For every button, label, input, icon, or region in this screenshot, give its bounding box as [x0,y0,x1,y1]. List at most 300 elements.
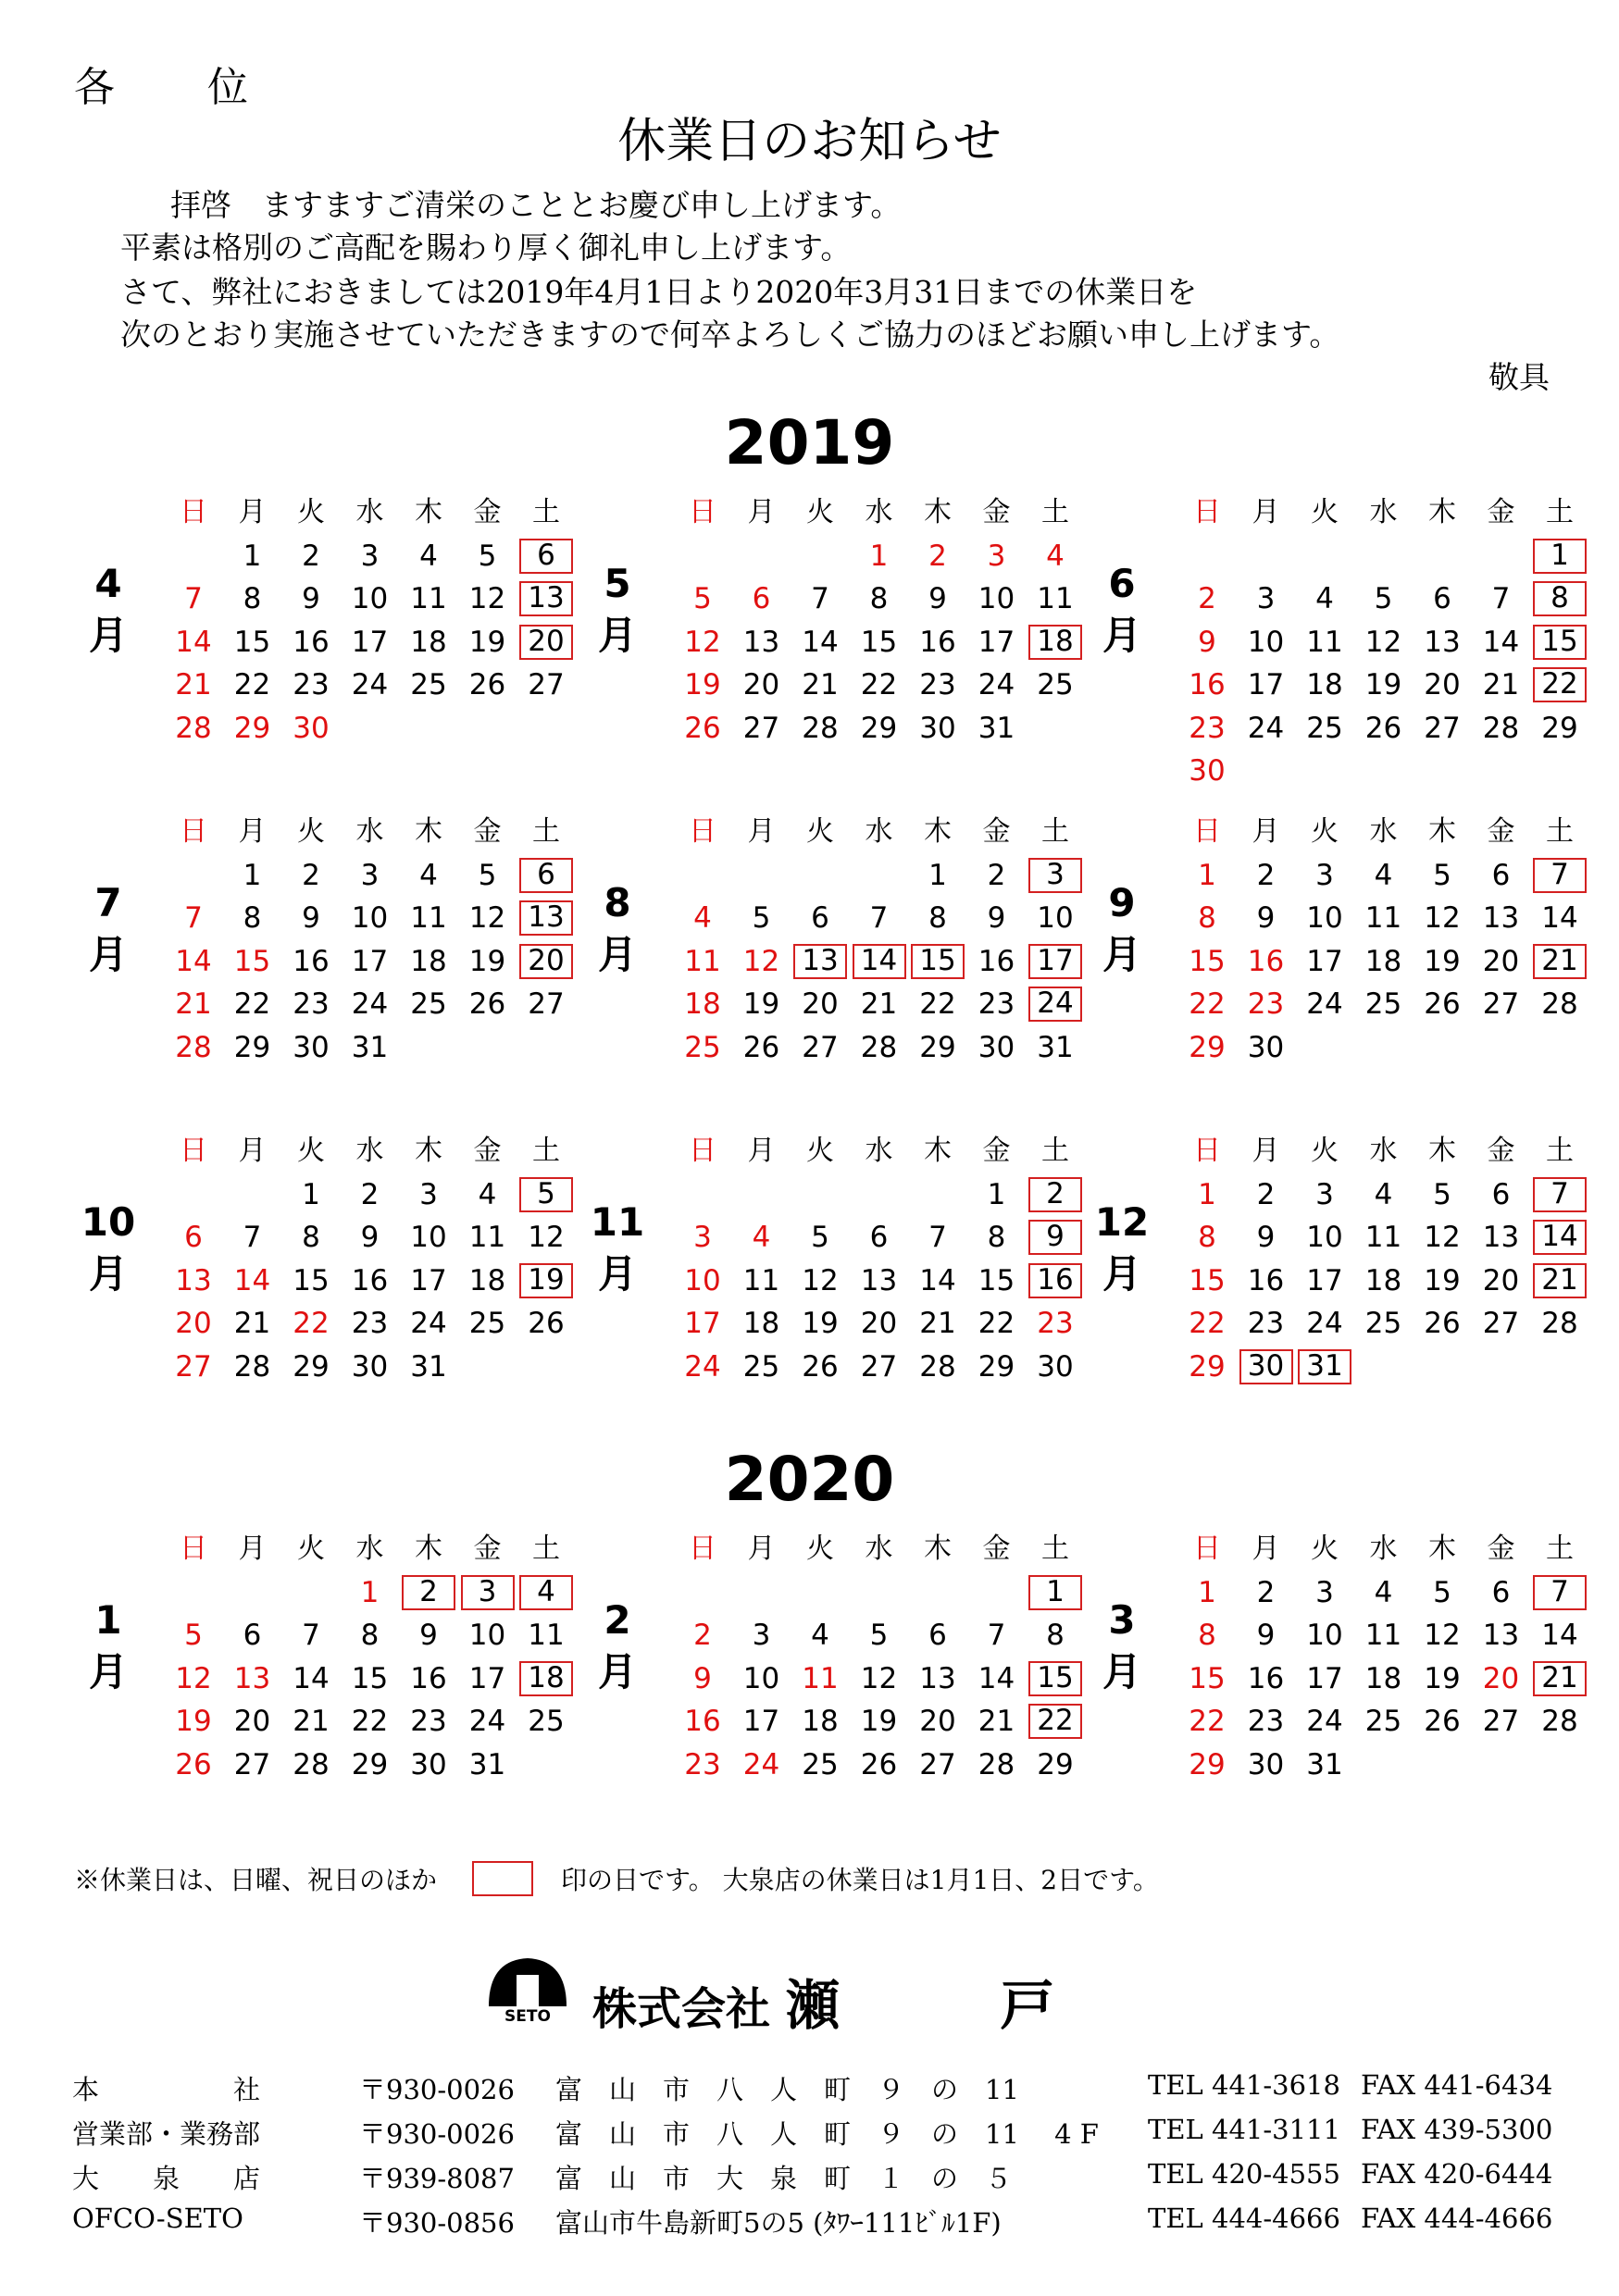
day-cell: 3 [752,1619,771,1652]
day-cell: 9 [302,582,320,615]
legend-note [74,1860,1159,1897]
day-cell: 14 [919,1263,956,1297]
weekday-header: 日 [180,1533,207,1565]
day-cell: 1 [360,1575,380,1609]
day-cell: 25 [528,1705,565,1738]
day-cell: 11 [1037,582,1074,615]
day-cell: 24 [978,668,1015,701]
weekday-header: 水 [865,815,893,848]
day-cell: 29 [860,711,898,745]
day-cell: 31 [1037,1030,1074,1064]
day-cell: 25 [802,1747,839,1781]
day-cell: 16 [1247,1263,1285,1297]
day-cell: 3 [987,539,1006,573]
company-name [592,1962,1054,2040]
day-cell: 12 [684,625,721,659]
day-cell: 26 [802,1349,839,1384]
day-cell: 11 [684,944,721,978]
day-cell: 18 [1364,944,1402,978]
day-cell: 15 [1189,944,1226,978]
day-cell-closed: 31 [1298,1349,1351,1384]
day-cell-closed: 5 [519,1177,573,1212]
day-cell: 23 [351,1307,389,1340]
day-cell: 29 [1189,1030,1226,1064]
day-cell: 19 [802,1307,839,1340]
day-cell: 8 [243,901,262,935]
day-cell: 22 [978,1307,1015,1340]
day-cell: 2 [360,1177,380,1211]
weekday-header: 木 [415,496,442,528]
day-cell: 4 [811,1619,829,1652]
office-name: OFCO-SETO [72,2203,243,2234]
day-cell: 20 [1482,944,1520,978]
day-cell: 20 [860,1307,898,1340]
day-cell-closed: 9 [1028,1220,1082,1255]
day-cell: 21 [802,668,839,701]
day-cell: 28 [233,1349,271,1384]
day-cell: 17 [1247,668,1285,701]
day-cell: 18 [410,625,447,659]
day-cell: 26 [1424,1307,1461,1340]
day-cell: 12 [1424,1221,1461,1254]
day-cell: 9 [928,582,947,615]
day-cell: 20 [1482,1263,1520,1297]
day-cell: 15 [860,625,898,659]
month-label: 3 月 [1102,1597,1141,1694]
day-cell: 23 [919,668,956,701]
day-cell: 14 [233,1263,271,1297]
day-cell: 17 [351,625,389,659]
day-cell: 3 [419,1177,438,1211]
day-cell: 7 [184,582,203,615]
day-cell: 17 [1306,1661,1343,1695]
office-fax: FAX 439-5300 [1361,2114,1553,2145]
day-cell: 31 [351,1030,389,1064]
day-cell: 25 [1037,668,1074,701]
office-name: 本 社 [72,2074,261,2105]
day-cell: 11 [410,582,447,615]
day-cell: 11 [1364,901,1402,935]
weekday-header: 金 [982,1533,1011,1565]
weekday-header: 土 [1041,496,1069,528]
day-cell: 23 [978,987,1015,1021]
day-cell: 13 [919,1661,956,1695]
weekday-header: 木 [924,815,952,848]
weekday-header: 火 [806,815,834,848]
day-cell: 12 [802,1263,839,1297]
day-cell: 5 [184,1619,203,1652]
day-cell: 23 [684,1747,721,1781]
weekday-header: 月 [747,1135,776,1167]
day-cell: 2 [987,858,1006,892]
month-calendar [1071,1532,1589,1837]
day-cell: 23 [293,987,330,1021]
day-cell: 30 [1189,754,1226,788]
day-cell: 12 [860,1661,898,1695]
day-cell: 6 [928,1619,947,1652]
day-cell: 24 [468,1705,506,1738]
day-cell-closed: 6 [519,539,573,574]
day-cell: 7 [869,901,889,935]
day-cell: 27 [802,1030,839,1064]
weekday-header: 火 [1311,1533,1339,1565]
day-cell: 22 [919,987,956,1021]
day-cell: 23 [1247,987,1285,1021]
day-cell: 20 [742,668,780,701]
day-cell: 11 [802,1661,839,1695]
day-cell: 17 [742,1705,780,1738]
day-cell: 25 [1364,1705,1402,1738]
day-cell: 27 [860,1349,898,1384]
day-cell: 9 [1256,1619,1276,1652]
weekday-header: 月 [238,496,267,528]
day-cell: 11 [1364,1619,1402,1652]
day-cell: 30 [978,1030,1015,1064]
day-cell: 6 [1491,1177,1511,1211]
day-cell: 15 [233,625,271,659]
day-cell: 1 [1198,1575,1216,1609]
day-cell-closed: 7 [1533,1575,1587,1610]
day-cell: 15 [1189,1661,1226,1695]
day-cell: 18 [684,987,721,1021]
day-cell: 28 [919,1349,956,1384]
day-cell: 6 [1433,582,1451,615]
day-cell-closed: 8 [1533,581,1587,616]
office-fax: FAX 441-6434 [1361,2069,1553,2101]
day-cell: 16 [919,625,956,659]
day-cell: 27 [1482,987,1520,1021]
day-cell: 13 [742,625,780,659]
day-cell: 3 [1315,858,1334,892]
day-cell: 9 [1198,625,1216,659]
day-cell: 1 [243,539,262,573]
day-cell-closed: 22 [1028,1704,1082,1739]
day-cell: 25 [742,1349,780,1384]
day-cell: 13 [1482,1619,1520,1652]
day-cell: 7 [928,1221,947,1254]
day-cell: 4 [1315,582,1334,615]
day-cell: 26 [468,987,506,1021]
weekday-header: 木 [1428,815,1456,848]
day-cell-closed: 24 [1028,987,1082,1022]
company-main-name: 瀬 戸 [785,1974,1054,2037]
day-cell: 22 [293,1307,330,1340]
day-cell: 25 [468,1307,506,1340]
day-cell: 28 [1541,987,1578,1021]
day-cell: 1 [243,858,262,892]
day-cell: 19 [684,668,721,701]
day-cell: 9 [302,901,320,935]
month-calendar [1071,814,1589,1120]
day-cell: 21 [175,987,212,1021]
day-cell: 1 [1198,858,1216,892]
weekday-header: 日 [180,1135,207,1167]
weekday-header: 金 [982,1135,1011,1167]
day-cell: 22 [860,668,898,701]
weekday-header: 水 [355,1135,384,1167]
day-cell: 13 [233,1661,271,1695]
day-cell: 30 [293,711,330,745]
day-cell: 28 [1541,1705,1578,1738]
day-cell: 4 [1046,539,1065,573]
day-cell: 29 [233,711,271,745]
day-cell-closed: 7 [1533,858,1587,893]
day-cell: 16 [684,1705,721,1738]
greeting-line: 平素は格別のご高配を賜わり厚く御礼申し上げます。 [120,230,852,266]
day-cell: 22 [1189,1705,1226,1738]
day-cell: 24 [410,1307,447,1340]
day-cell: 7 [243,1221,262,1254]
weekday-header: 日 [1193,1533,1221,1565]
day-cell-closed: 15 [1028,1661,1082,1696]
day-cell: 24 [1306,987,1343,1021]
greeting-line: 拝啓 ますますご清栄のこととお慶び申し上げます。 [170,187,902,223]
day-cell: 14 [293,1661,330,1695]
weekday-header: 金 [1487,1135,1515,1167]
weekday-header: 土 [1546,1135,1574,1167]
day-cell: 14 [978,1661,1015,1695]
day-cell: 17 [351,944,389,978]
weekday-header: 水 [355,496,384,528]
day-cell: 10 [1306,1619,1343,1652]
office-tel: TEL 420-4555 [1148,2158,1340,2190]
day-cell: 10 [1247,625,1285,659]
greeting-line: さて、弊社におきましては2019年4月1日より2020年3月31日までの休業日を [120,274,1198,310]
month-label: 10 月 [81,1199,136,1297]
month-label: 9 月 [1102,880,1141,977]
weekday-header: 木 [924,1135,952,1167]
weekday-header: 土 [532,815,560,848]
day-cell: 19 [1424,1661,1461,1695]
weekday-header: 木 [1428,1135,1456,1167]
weekday-header: 金 [1487,815,1515,848]
day-cell: 19 [468,625,506,659]
weekday-header: 月 [238,815,267,848]
weekday-header: 火 [297,1135,325,1167]
day-cell: 4 [1374,1177,1393,1211]
day-cell: 6 [752,582,771,615]
office-tel: TEL 441-3111 [1148,2114,1340,2145]
day-cell: 13 [860,1263,898,1297]
day-cell: 13 [175,1263,212,1297]
day-cell: 5 [1433,1177,1451,1211]
day-cell: 27 [919,1747,956,1781]
day-cell: 22 [1189,987,1226,1021]
day-cell-closed: 22 [1533,667,1587,702]
day-cell: 5 [478,539,497,573]
day-cell-closed: 15 [1533,625,1587,660]
day-cell: 11 [410,901,447,935]
day-cell: 2 [1256,858,1276,892]
weekday-header: 金 [982,815,1011,848]
day-cell: 27 [175,1349,212,1384]
day-cell: 23 [1189,711,1226,745]
day-cell: 16 [293,625,330,659]
day-cell: 19 [1424,1263,1461,1297]
day-cell: 26 [1364,711,1402,745]
day-cell: 17 [410,1263,447,1297]
weekday-header: 日 [689,815,716,848]
weekday-header: 日 [1193,496,1221,528]
day-cell: 13 [1482,1221,1520,1254]
day-cell: 12 [1424,1619,1461,1652]
day-cell: 3 [1315,1575,1334,1609]
office-fax: FAX 444-4666 [1361,2203,1553,2234]
weekday-header: 金 [473,496,502,528]
day-cell: 26 [468,668,506,701]
month-label: 11 月 [590,1199,645,1297]
day-cell: 12 [742,944,780,978]
weekday-header: 土 [1041,815,1069,848]
day-cell: 3 [1315,1177,1334,1211]
day-cell: 14 [1482,625,1520,659]
day-cell: 6 [1491,858,1511,892]
day-cell-closed: 30 [1239,1349,1293,1384]
day-cell: 31 [978,711,1015,745]
day-cell: 29 [1037,1747,1074,1781]
day-cell: 14 [1541,1619,1578,1652]
month-calendar [57,1532,576,1837]
day-cell: 10 [351,901,389,935]
day-cell: 28 [175,711,212,745]
weekday-header: 火 [806,496,834,528]
day-cell: 24 [684,1349,721,1384]
day-cell: 9 [987,901,1006,935]
weekday-header: 月 [1252,815,1280,848]
day-cell: 23 [1037,1307,1074,1340]
day-cell: 25 [1364,987,1402,1021]
day-cell: 15 [1189,1263,1226,1297]
day-cell: 2 [1198,582,1216,615]
day-cell: 19 [1424,944,1461,978]
day-cell: 27 [1482,1307,1520,1340]
day-cell: 16 [1247,1661,1285,1695]
day-cell-closed: 18 [519,1661,573,1696]
day-cell: 5 [752,901,771,935]
day-cell: 9 [419,1619,438,1652]
day-cell-closed: 4 [519,1575,573,1610]
day-cell: 16 [410,1661,447,1695]
legend-note-text: 印の日です。 大泉店の休業日は1月1日、2日です。 [561,1865,1159,1895]
weekday-header: 水 [1369,1533,1398,1565]
day-cell-closed: 19 [519,1263,573,1298]
weekday-header: 木 [1428,496,1456,528]
day-cell: 2 [1256,1177,1276,1211]
weekday-header: 水 [865,1533,893,1565]
day-cell: 23 [1247,1307,1285,1340]
day-cell: 5 [869,1619,889,1652]
logo-text: SETO [504,2007,551,2026]
day-cell: 14 [175,625,212,659]
day-cell: 17 [468,1661,506,1695]
weekday-header: 水 [865,1135,893,1167]
weekday-header: 水 [355,1533,384,1565]
weekday-header: 火 [1311,496,1339,528]
day-cell: 1 [302,1177,320,1211]
day-cell: 6 [1491,1575,1511,1609]
day-cell: 29 [978,1349,1015,1384]
company-logo [481,1953,574,2027]
day-cell: 8 [987,1221,1006,1254]
day-cell-closed: 13 [793,944,847,979]
day-cell: 2 [302,539,320,573]
day-cell: 20 [919,1705,956,1738]
day-cell: 8 [1198,901,1216,935]
day-cell: 17 [1306,1263,1343,1297]
day-cell-closed: 16 [1028,1263,1082,1298]
day-cell: 24 [1247,711,1285,745]
day-cell-closed: 14 [1533,1220,1587,1255]
day-cell: 30 [1037,1349,1074,1384]
day-cell: 21 [919,1307,956,1340]
day-cell: 28 [978,1747,1015,1781]
weekday-header: 火 [297,815,325,848]
weekday-header: 木 [415,1533,442,1565]
day-cell: 17 [978,625,1015,659]
day-cell: 18 [802,1705,839,1738]
weekday-header: 木 [924,496,952,528]
day-cell-closed: 21 [1533,1661,1587,1696]
day-cell: 24 [351,987,389,1021]
day-cell: 30 [1247,1747,1285,1781]
day-cell: 6 [243,1619,262,1652]
day-cell-closed: 1 [1533,539,1587,574]
day-cell: 4 [693,901,712,935]
day-cell: 2 [928,539,947,573]
day-cell: 27 [1482,1705,1520,1738]
page-title: 休業日のお知らせ [617,114,1002,169]
day-cell: 7 [987,1619,1006,1652]
day-cell: 27 [233,1747,271,1781]
day-cell: 1 [869,539,889,573]
office-zip: 〒939-8087 [359,2163,515,2194]
day-cell-closed: 15 [911,944,965,979]
month-calendar [567,1134,1085,1439]
day-cell: 26 [1424,1705,1461,1738]
office-zip: 〒930-0856 [359,2207,515,2239]
month-calendar [57,495,576,800]
day-cell: 4 [1374,858,1393,892]
office-address: 富 山 市 八 人 町 ９ の 11 [555,2074,1019,2105]
weekday-header: 水 [1369,1135,1398,1167]
day-cell: 12 [175,1661,212,1695]
day-cell: 7 [811,582,829,615]
day-cell: 30 [1247,1030,1285,1064]
day-cell: 31 [410,1349,447,1384]
day-cell: 19 [742,987,780,1021]
weekday-header: 火 [297,496,325,528]
day-cell: 7 [302,1619,320,1652]
day-cell: 10 [410,1221,447,1254]
day-cell: 22 [233,668,271,701]
day-cell: 28 [860,1030,898,1064]
weekday-header: 月 [747,496,776,528]
day-cell: 5 [478,858,497,892]
day-cell: 16 [293,944,330,978]
day-cell: 19 [175,1705,212,1738]
day-cell-closed: 6 [519,858,573,893]
day-cell: 16 [351,1263,389,1297]
weekday-header: 月 [238,1533,267,1565]
day-cell-closed: 2 [1028,1177,1082,1212]
day-cell-closed: 21 [1533,1263,1587,1298]
weekday-header: 木 [415,1135,442,1167]
day-cell: 29 [1189,1747,1226,1781]
day-cell: 14 [175,944,212,978]
month-calendar [567,814,1085,1120]
day-cell: 28 [1541,1307,1578,1340]
day-cell: 4 [419,539,438,573]
